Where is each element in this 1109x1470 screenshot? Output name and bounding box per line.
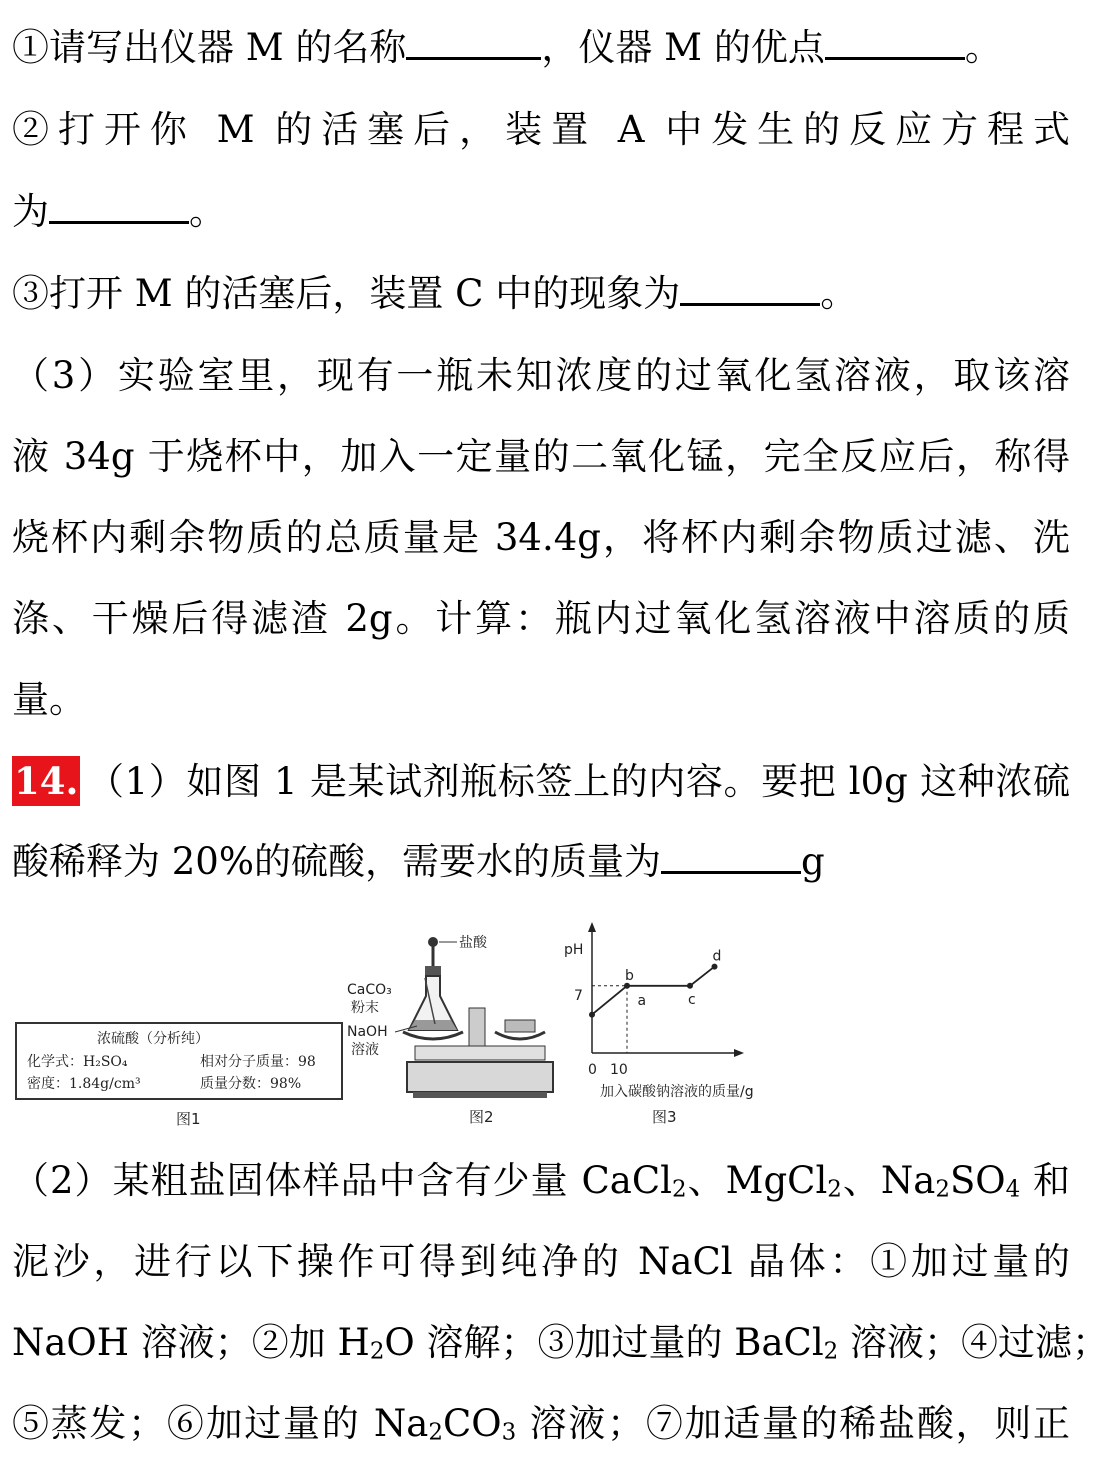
label-title: 浓硫酸（分析纯） — [97, 1031, 209, 1047]
figure1-caption: 图1 — [176, 1110, 201, 1128]
balance-base — [407, 1062, 553, 1092]
dropper-bulb — [428, 937, 438, 947]
y-axis-arrow — [588, 922, 596, 932]
balance-beam — [415, 1046, 545, 1060]
x-tick-0: 0 — [588, 1062, 597, 1078]
data-point — [687, 983, 693, 989]
text-line-13: 泥沙，进行以下操作可得到纯净的 NaCl 晶体：①加过量的 — [12, 1240, 1070, 1283]
label-density: 密度：1.84g/cm³ — [27, 1076, 141, 1092]
naoh-label: NaOH — [347, 1024, 388, 1040]
figure2-caption: 图2 — [469, 1108, 494, 1126]
chart-marks — [589, 949, 721, 1053]
question-text: 。 — [964, 26, 1002, 69]
text-line-14: NaOH 溶液；②加 $H_2O$ 溶解；③加过量的 BaCl$_2$ 溶液；④过滤； — [12, 1321, 1109, 1365]
series-line — [592, 967, 715, 1015]
point-c-label: c — [688, 991, 696, 1008]
label-mass-fraction: 质量分数：98% — [200, 1076, 302, 1092]
balance-apparatus-figure2 — [345, 928, 555, 1108]
label-molecular-weight: 相对分子质量：98 — [200, 1054, 316, 1070]
text-line-6: 液 34g 于烧杯中，加入一定量的二氧化锰，完全反应后，称得 — [12, 435, 1070, 478]
point-d-label: d — [712, 948, 722, 965]
text-line-4: ③打开 M 的活塞后，装置 C 中的现象为 。 — [12, 269, 1070, 319]
question-number-badge: 14. — [12, 756, 80, 806]
question-text: ①请写出仪器 M 的名称 — [12, 26, 407, 69]
label-formula: 化学式：H₂SO₄ — [27, 1054, 128, 1070]
data-point — [589, 1012, 595, 1018]
text-line-5: （3）实验室里，现有一瓶未知浓度的过氧化氢溶液，取该溶 — [12, 354, 1070, 397]
answer-blank[interactable] — [49, 187, 189, 224]
answer-blank[interactable] — [661, 837, 801, 874]
text-line-9: 量。 — [12, 678, 86, 721]
x-tick-10: 10 — [610, 1062, 628, 1078]
point-b-label: b — [625, 967, 634, 984]
text-line-12: （2）某粗盐固体样品中含有少量 CaCl$_2$、MgCl$_2$、$Na_2SO_4$ 和 — [12, 1159, 1070, 1203]
figure3-caption: 图3 — [652, 1108, 677, 1126]
right-pan — [495, 1032, 545, 1039]
text-line-10: 14. （1）如图 1 是某试剂瓶标签上的内容。要把 l0g 这种浓硫 — [12, 756, 1070, 807]
solution-label: 溶液 — [351, 1042, 379, 1058]
reagent-label-figure1 — [15, 1022, 343, 1100]
text-line-11: 酸稀释为 20%的硫酸，需要水的质量为 g — [12, 837, 1070, 887]
balance-foot — [413, 1092, 547, 1098]
x-axis-label: 加入碳酸钠溶液的质量/g — [600, 1084, 754, 1100]
y-tick-7: 7 — [574, 988, 583, 1004]
question-text: ，仪器 M 的优点 — [541, 26, 825, 69]
point-a-label: a — [637, 993, 647, 1009]
text-line-15: ⑤蒸发；⑥加过量的 $Na_2CO_3$ 溶液；⑦加适量的稀盐酸，则正 — [12, 1402, 1070, 1446]
x-axis-arrow — [734, 1049, 744, 1057]
y-axis-label: pH — [564, 942, 584, 958]
caco3-label: CaCO₃ — [347, 982, 392, 998]
answer-blank[interactable] — [406, 23, 541, 60]
text-line-1 — [12, 23, 1070, 73]
text-line-8: 涤、干燥后得滤渣 2g。计算：瓶内过氧化氢溶液中溶质的质 — [12, 597, 1070, 640]
ph-chart-figure3 — [560, 918, 800, 1108]
answer-blank[interactable] — [825, 23, 965, 60]
answer-blank[interactable] — [680, 269, 820, 306]
text-line-3: 为 。 — [12, 187, 1070, 237]
flask-solution — [409, 1020, 457, 1030]
powder-label: 粉末 — [351, 1000, 379, 1016]
balance-post — [469, 1008, 485, 1048]
weights — [505, 1020, 535, 1032]
text-line-7: 烧杯内剩余物质的总质量是 34.4g，将杯内剩余物质过滤、洗 — [12, 516, 1070, 559]
stopper — [425, 966, 441, 976]
acid-label: 盐酸 — [459, 935, 487, 951]
left-pan — [403, 1032, 463, 1039]
text-line-2: ②打开你 M 的活塞后，装置 A 中发生的反应方程式 — [12, 108, 1070, 151]
